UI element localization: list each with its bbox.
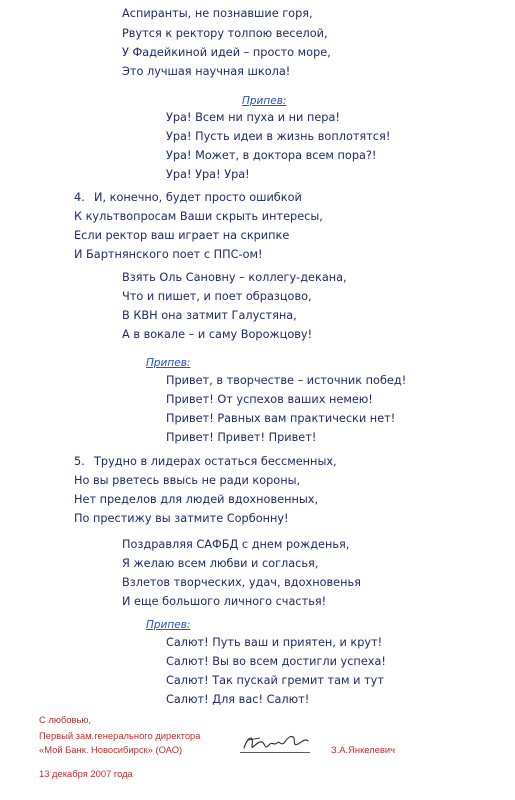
chorus-line: Ура! Пусть идеи в жизнь воплотятся! [166,130,391,143]
verse-line: По престижу вы затмите Сорбонну! [74,512,289,525]
verse-line: Трудно в лидерах остаться бессменных, [94,455,337,468]
chorus-line: Ура! Может, в доктора всем пора?! [166,149,377,162]
chorus-line: Салют! Так пускай гремит там и тут [166,674,384,687]
signatory-position: Первый зам.генерального директора [39,730,201,741]
closing-text: С любовью, [39,714,91,725]
chorus-line: Привет! Равных вам практически нет! [166,412,396,425]
signatory-name: З.А.Янкелевич [331,744,395,755]
verse-line: И Бартнянского поет с ППС-ом! [74,248,263,261]
verse-line: И, конечно, будет просто ошибкой [94,191,302,204]
chorus-line: Ура! Ура! Ура! [166,168,250,181]
chorus-line: Привет, в творчестве – источник побед! [166,374,407,387]
verse-line: Взлетов творческих, удач, вдохновенья [122,576,361,589]
verse-line: Нет пределов для людей вдохновенных, [74,493,319,506]
chorus-label: Припев: [242,95,287,107]
verse-line: У Фадейкиной идей – просто море, [122,46,331,59]
chorus-line: Ура! Всем ни пуха и ни пера! [166,111,340,124]
signature-line [240,752,310,753]
chorus-line: Привет! От успехов ваших немею! [166,393,373,406]
signatory-company: «Мой Банк. Новосибирск» (ОАО) [39,744,183,755]
chorus-line: Салют! Вы во всем достигли успеха! [166,655,386,668]
verse-number: 4. [74,191,85,204]
verse-line: В КВН она затмит Галустяна, [122,309,297,322]
chorus-line: Салют! Для вас! Салют! [166,693,310,706]
verse-line: Я желаю всем любви и согласья, [122,557,319,570]
verse-line: Что и пишет, и поет образцово, [122,290,312,303]
verse-line: Взять Оль Сановну – коллегу-декана, [122,271,347,284]
verse-line: А в вокале – и саму Ворожцову! [122,328,313,341]
chorus-label: Припев: [146,357,191,369]
verse-line: Рвутся к ректору толпою веселой, [122,27,328,40]
verse-line: Поздравляя САФБД с днем рожденья, [122,538,350,551]
chorus-line: Привет! Привет! Привет! [166,431,317,444]
verse-number: 5. [74,455,85,468]
verse-line: К культвопросам Ваши скрыть интересы, [74,210,323,223]
verse-line: Если ректор ваш играет на скрипке [74,229,290,242]
verse-line: И еще большого личного счастья! [122,595,327,608]
chorus-label: Припев: [146,619,191,631]
chorus-line: Салют! Путь ваш и приятен, и крут! [166,636,383,649]
letter-date: 13 декабря 2007 года [39,768,133,779]
verse-line: Это лучшая научная школа! [122,65,291,78]
verse-line: Но вы рветесь ввысь не ради короны, [74,474,301,487]
verse-line: Аспиранты, не познавшие горя, [122,7,313,20]
